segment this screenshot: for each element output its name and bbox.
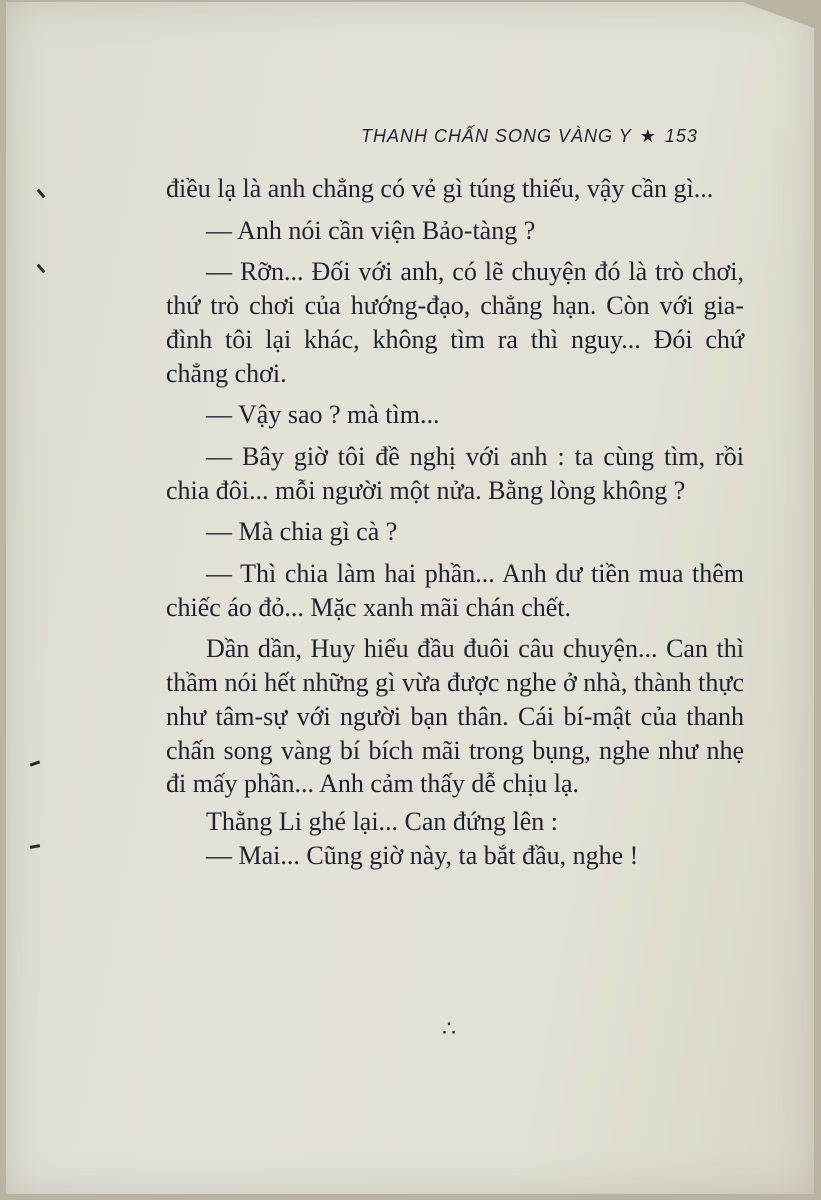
dialogue-line: — Bây giờ tôi đề nghị với anh : ta cùng tìm, rồi chia đôi... mỗi người một nửa. Bằng lòng không ?	[166, 441, 744, 505]
section-end-mark: ∴	[442, 1017, 456, 1042]
binding-stitch	[30, 760, 40, 766]
binding-stitch	[37, 189, 46, 199]
narrative-paragraph: Thằng Li ghé lại... Can đứng lên :	[206, 806, 559, 836]
dialogue-line: — Anh nói cần viện Bảo-tàng ?	[206, 215, 536, 245]
binding-stitch	[37, 264, 46, 274]
star-icon: ★	[639, 126, 657, 146]
dialogue-line: — Mà chia gì cà ?	[206, 517, 398, 547]
dialogue-line: — Mai... Cũng giờ này, ta bắt đầu, nghe !	[206, 840, 639, 870]
binding-stitch	[30, 844, 40, 849]
narrative-paragraph: Dần dần, Huy hiểu đầu đuôi câu chuyện... Can thì thầm nói hết những gì vừa được nghe ở nhà, thành thực như tâm-sự với người bạn thân. Cái bí-mật của thanh chấn song vàng bí bích mãi trong bụng, nghe như nhẹ đi mấy phần... Anh cảm thấy dễ chịu lạ.	[166, 634, 744, 799]
dialogue-line: — Vậy sao ? mà tìm...	[206, 400, 440, 430]
book-page	[6, 2, 814, 1194]
paragraph-continuation: điều lạ là anh chẳng có vẻ gì túng thiếu, vậy cần gì...	[166, 174, 714, 203]
page-number: 153	[664, 126, 698, 146]
body-text	[166, 172, 744, 872]
dialogue-line: — Rỡn... Đối với anh, có lẽ chuyện đó là trò chơi, thứ trò chơi của hướng-đạo, chẳng hạn. Còn với gia-đình tôi lại khác, không tìm ra thì nguy... Đói chứ chẳng chơi.	[166, 257, 744, 388]
header-title: THANH CHẤN SONG VÀNG Y	[361, 126, 632, 146]
running-header	[361, 126, 698, 147]
torn-corner	[744, 2, 814, 62]
dialogue-line: — Thì chia làm hai phần... Anh dư tiền mua thêm chiếc áo đỏ... Mặc xanh mãi chán chết.	[166, 559, 744, 622]
